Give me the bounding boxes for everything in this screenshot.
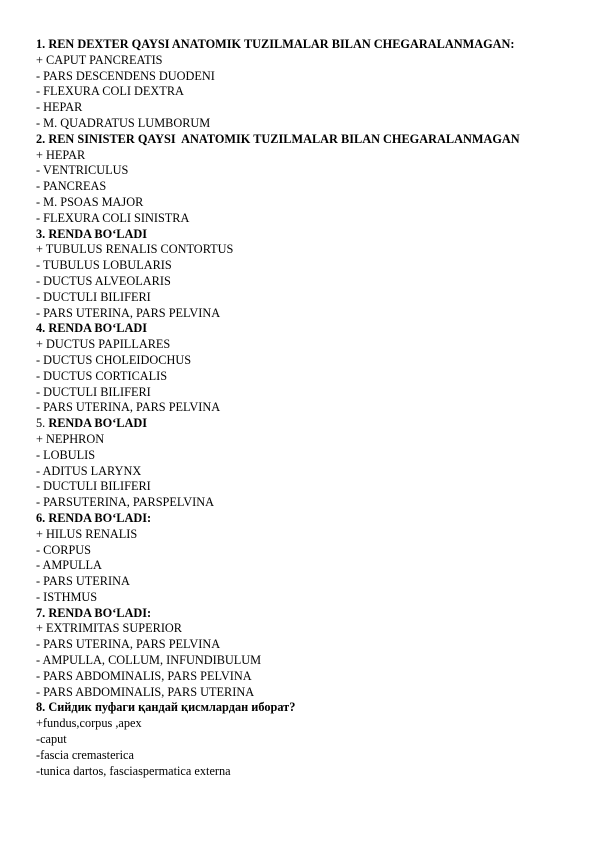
question-7-option: - PARS ABDOMINALIS, PARS PELVINA <box>36 668 252 683</box>
question-3-option: - TUBULUS LOBULARIS <box>36 258 172 273</box>
question-5-text: RENDA BO‘LADI <box>48 416 148 431</box>
question-1-number: 1. <box>36 37 46 51</box>
question-2-option: - PANCREAS <box>36 179 107 194</box>
question-8-option: -fascia cremasterica <box>36 747 134 762</box>
question-7-option: + EXTRIMITAS SUPERIOR <box>36 621 183 636</box>
question-3-number: 3. <box>36 226 46 241</box>
question-3-heading <box>36 227 576 243</box>
question-1-option: - PARS DESCENDENS DUODENI <box>36 68 215 83</box>
question-8-option: -caput <box>36 732 67 747</box>
question-8-text: Сийдик пуфаги қандай қисмлардан иборат? <box>48 700 296 715</box>
question-4-heading <box>36 321 576 337</box>
question-4-option: - DUCTULI BILIFERI <box>36 384 151 399</box>
question-3-option: - DUCTULI BILIFERI <box>36 289 151 304</box>
question-3-text: RENDA BO‘LADI <box>48 226 148 241</box>
question-5-heading <box>36 416 576 432</box>
question-6-heading <box>36 511 576 527</box>
question-2-option: - M. PSOAS MAJOR <box>36 194 144 209</box>
question-5-option: + NEPHRON <box>36 431 105 446</box>
question-6-option: - CORPUS <box>36 542 92 557</box>
question-2-number: 2. <box>36 131 46 146</box>
question-8-number: 8. <box>36 700 46 715</box>
question-1-heading <box>36 37 576 53</box>
question-2-text: REN SINISTER QAYSI ANATOMIK TUZILMALAR BILAN CHEGARALANMAGAN <box>48 131 520 146</box>
question-7-heading <box>36 606 576 622</box>
question-8-option: -tunica dartos, fasciaspermatica externa <box>36 763 231 778</box>
question-8-heading <box>36 700 576 716</box>
document-page <box>36 37 576 779</box>
question-2-heading <box>36 132 576 148</box>
question-1-option: - HEPAR <box>36 100 83 115</box>
question-5-option: - DUCTULI BILIFERI <box>36 479 151 494</box>
question-4-number: 4. <box>36 321 46 336</box>
question-7-option: - AMPULLA, COLLUM, INFUNDIBULUM <box>36 653 262 668</box>
question-3-option: - PARS UTERINA, PARS PELVINA <box>36 305 221 320</box>
question-5-option: - ADITUS LARYNX <box>36 463 142 478</box>
question-2-option: + HEPAR <box>36 147 86 162</box>
question-5-option: - PARSUTERINA, PARSPELVINA <box>36 495 215 510</box>
question-6-option: - ISTHMUS <box>36 589 98 604</box>
question-6-option: + HILUS RENALIS <box>36 526 138 541</box>
question-4-option: - PARS UTERINA, PARS PELVINA <box>36 400 221 415</box>
question-2-option: - FLEXURA COLI SINISTRA <box>36 210 190 225</box>
question-1-text: REN DEXTER QAYSI ANATOMIK TUZILMALAR BILAN CHEGARALANMAGAN: <box>48 37 515 51</box>
question-3-option: - DUCTUS ALVEOLARIS <box>36 273 171 288</box>
question-6-option: - AMPULLA <box>36 558 102 573</box>
question-7-option: - PARS UTERINA, PARS PELVINA <box>36 637 221 652</box>
question-5-number: 5. <box>36 416 46 431</box>
question-1-option: + CAPUT PANCREATIS <box>36 52 163 67</box>
question-6-text: RENDA BO‘LADI: <box>48 510 152 525</box>
question-4-option: + DUCTUS PAPILLARES <box>36 337 171 352</box>
question-1-option: - FLEXURA COLI DEXTRA <box>36 84 184 99</box>
question-8-option: +fundus,corpus ,apex <box>36 716 142 731</box>
question-2-option: - VENTRICULUS <box>36 163 129 178</box>
question-7-option: - PARS ABDOMINALIS, PARS UTERINA <box>36 684 255 699</box>
question-4-option: - DUCTUS CORTICALIS <box>36 368 168 383</box>
question-3-option: + TUBULUS RENALIS CONTORTUS <box>36 242 234 257</box>
question-1-option: - M. QUADRATUS LUMBORUM <box>36 115 211 130</box>
question-7-text: RENDA BO‘LADI: <box>48 605 152 620</box>
question-6-number: 6. <box>36 510 46 525</box>
question-5-option: - LOBULIS <box>36 447 96 462</box>
question-4-option: - DUCTUS CHOLEIDOCHUS <box>36 352 192 367</box>
question-4-text: RENDA BO‘LADI <box>48 321 148 336</box>
question-7-number: 7. <box>36 605 46 620</box>
question-6-option: - PARS UTERINA <box>36 574 130 589</box>
